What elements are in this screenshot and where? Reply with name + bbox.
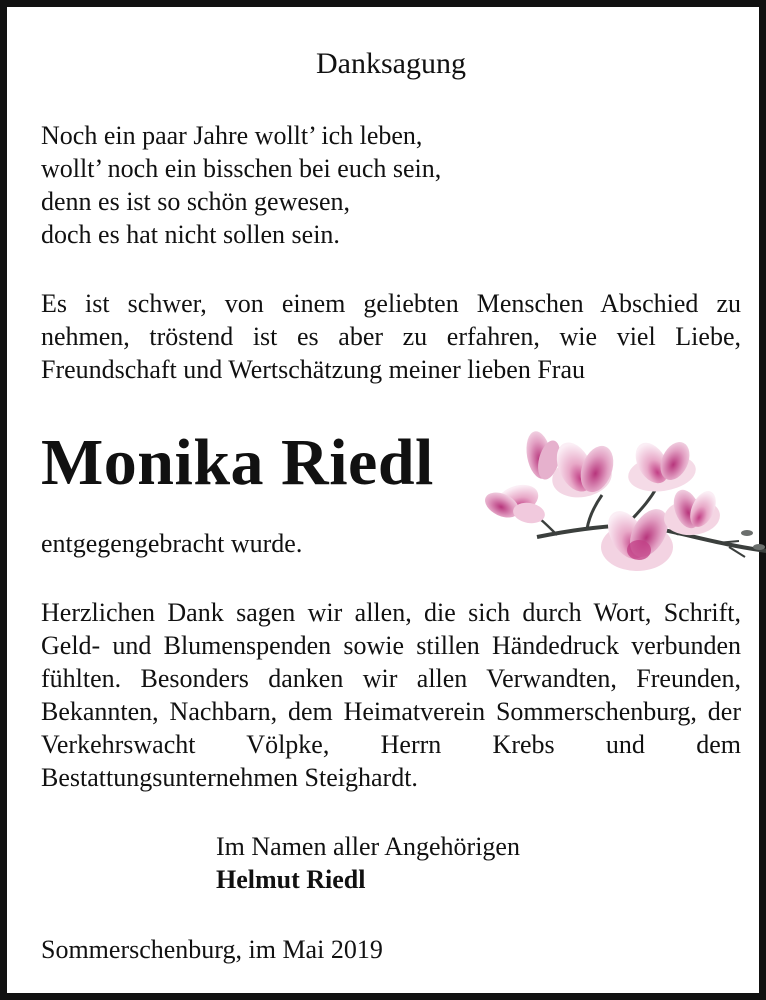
poem-line: wollt’ noch ein bisschen bei euch sein, <box>41 154 442 183</box>
magnolia-branch-icon <box>477 425 766 585</box>
notice-title: Danksagung <box>316 47 466 80</box>
signer-name: Helmut Riedl <box>216 865 366 894</box>
after-name-text: entgegengebracht wurde. <box>41 529 303 558</box>
poem-line: doch es hat nicht sollen sein. <box>41 220 340 249</box>
poem-line: denn es ist so schön gewesen, <box>41 187 351 216</box>
deceased-name: Monika Riedl <box>41 426 434 499</box>
intro-paragraph: Es ist schwer, von einem geliebten Menschen Abschied zu nehmen, tröstend ist es aber zu erfahren, wie viel Liebe, Freundschaft und Wertschätzung meiner lieben Frau <box>41 289 741 384</box>
poem <box>41 119 441 251</box>
signature-line: Im Namen aller Angehörigen <box>216 832 520 861</box>
thanks-paragraph: Herzlichen Dank sagen wir allen, die sich durch Wort, Schrift, Geld- und Blumenspenden sowie stillen Händedruck verbunden fühlten. Besonders danken wir allen Verwandten, Freunden, Bekannten, Nachbarn, dem Heimatverein Sommerschenburg, der Verkehrswacht Völpke, Herrn Krebs und dem Bestattungsunternehmen Steighardt. <box>41 598 741 792</box>
poem-line: Noch ein paar Jahre wollt’ ich leben, <box>41 121 423 150</box>
place-date: Sommerschenburg, im Mai 2019 <box>41 935 383 964</box>
signature-block <box>216 830 520 896</box>
